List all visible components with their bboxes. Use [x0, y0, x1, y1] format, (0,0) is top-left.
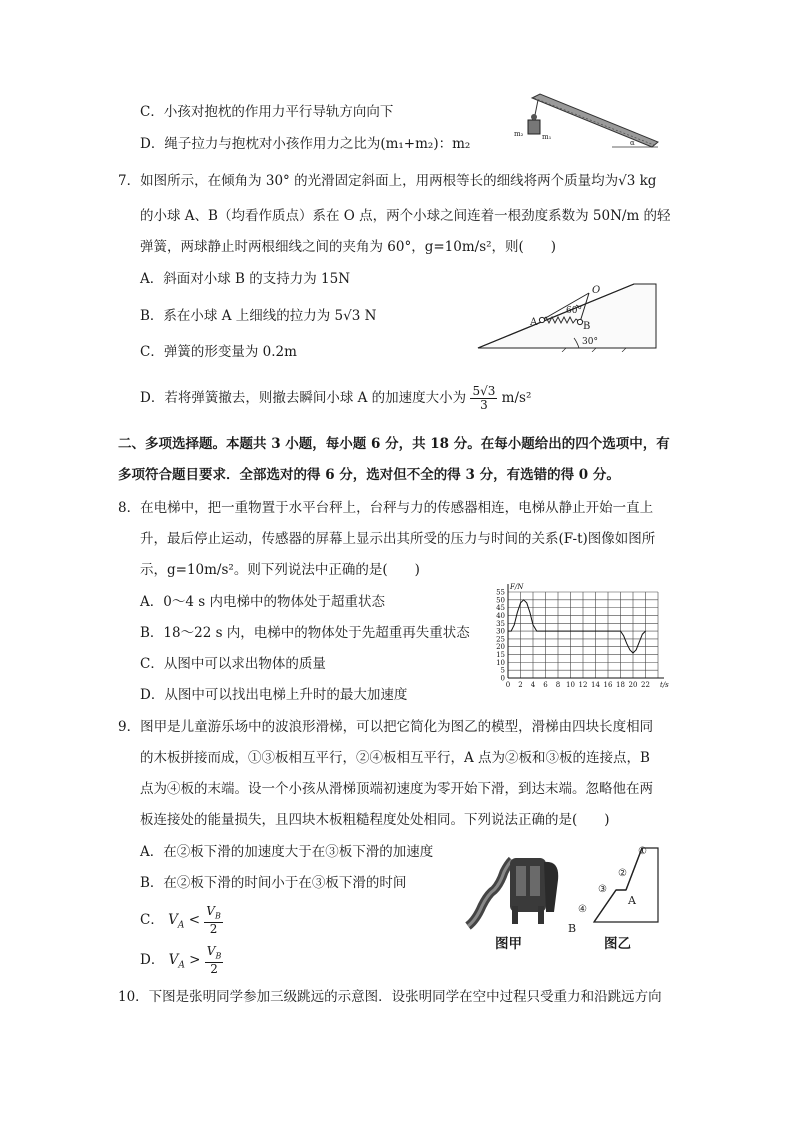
q9-stem-line4: 板连接处的能量损失，且四块木板粗糙程度处处相同。下列说法正确的是( ) — [140, 812, 610, 828]
chart-x-tick-label: 6 — [543, 681, 548, 689]
q7-option-d — [140, 380, 531, 416]
q9-option-d-label: D． — [140, 952, 165, 968]
q6-fig-m1: m₁ — [542, 133, 552, 141]
q6-figure-rail — [512, 92, 660, 154]
chart-y-tick-label: 20 — [496, 643, 505, 652]
q7-stem-line1-text: 7．如图所示，在倾角为 30° 的光滑固定斜面上，用两根等长的细线将两个质量均为 — [118, 173, 619, 189]
q9-option-d-fraction — [205, 945, 224, 976]
chart-y-tick-label: 35 — [496, 619, 505, 628]
q9-stem-line3: 点为④板的末端。设一个小孩从滑梯顶端初速度为零开始下滑，到达末端。忽略他在两 — [140, 781, 653, 797]
q9-option-c-lhs-sub: A — [177, 920, 185, 931]
chart-x-tick-label: 4 — [530, 681, 536, 689]
q9-fig-point-a: A — [628, 894, 636, 907]
chart-y-axis-label: F/N — [510, 583, 524, 591]
chart-x-axis-label: t/s — [660, 681, 669, 689]
q9-figure-yi-model — [564, 840, 668, 936]
q8-option-d: D．从图中可以找出电梯上升时的最大加速度 — [140, 687, 408, 703]
chart-x-tick-label: 14 — [591, 681, 600, 689]
q7-option-d-fraction — [470, 385, 497, 412]
q9-stem-line2: 的木板拼接而成，①③板相互平行，②④板相互平行，A 点为②板和③板的连接点，B — [140, 750, 650, 766]
q9-option-d-num-sub: B — [215, 951, 222, 961]
chart-x-tick-label: 10 — [566, 681, 575, 689]
q8-stem-line3: 示，g=10m/s²。则下列说法中正确的是( ) — [140, 562, 420, 578]
q7-option-c: C．弹簧的形变量为 0.2m — [140, 344, 297, 360]
q9-option-c-num: V — [206, 903, 215, 918]
chart-y-tick-label: 10 — [496, 658, 505, 667]
chart-x-tick-label: 16 — [603, 681, 613, 689]
chart-y-tick-label: 0 — [500, 674, 505, 683]
chart-y-tick-label: 50 — [496, 596, 505, 605]
q9-option-c-op: < — [188, 912, 200, 928]
q7-option-d-text: D．若将弹簧撤去，则撤去瞬间小球 A 的加速度大小为 — [140, 390, 467, 406]
q8-option-b: B．18～22 s 内，电梯中的物体处于先超重再失重状态 — [140, 625, 470, 641]
q8-option-a: A．0～4 s 内电梯中的物体处于超重状态 — [140, 594, 385, 610]
q6-option-c: C．小孩对抱枕的作用力平行导轨方向向下 — [140, 104, 394, 120]
q9-option-a: A．在②板下滑的加速度大于在③板下滑的加速度 — [140, 844, 434, 860]
q7-option-b: B．系在小球 A 上细线的拉力为 5√3 N — [140, 308, 377, 324]
q7-fig-label-b: B — [583, 321, 591, 332]
chart-y-tick-label: 25 — [496, 635, 505, 644]
chart-x-tick-label: 20 — [628, 681, 638, 689]
chart-x-tick-label: 22 — [641, 681, 650, 689]
q9-option-d-lhs: V — [168, 952, 179, 968]
q7-fig-label-o: O — [592, 285, 601, 296]
q7-option-d-unit: m/s² — [501, 390, 532, 406]
q7-stem-line1 — [118, 172, 656, 190]
q7-option-d-numerator: 5√3 — [472, 384, 496, 398]
q9-option-c-lhs: V — [168, 912, 178, 928]
q7-option-d-denominator: 3 — [480, 398, 488, 412]
q6-fig-alpha: α — [630, 139, 635, 147]
q9-figure-jia-slide — [464, 850, 570, 930]
q6-option-d: D．绳子拉力与抱枕对小孩作用力之比为(m₁+m₂)：m₂ — [140, 136, 471, 152]
chart-x-tick-label: 8 — [555, 681, 561, 689]
chart-x-tick-label: 0 — [505, 681, 511, 689]
q9-option-d-den: 2 — [210, 962, 218, 977]
chart-y-tick-label: 5 — [500, 666, 505, 675]
q7-figure-incline — [476, 278, 660, 352]
q9-fig-point-b: B — [568, 922, 577, 935]
q9-option-c-den: 2 — [209, 922, 218, 937]
chart-y-tick-label: 40 — [496, 611, 505, 620]
section2-heading-line2: 多项符合题目要求．全部选对的得 6 分，选对但不全的得 3 分，有选错的得 0 分。 — [118, 467, 620, 483]
chart-y-tick-label: 55 — [496, 588, 505, 597]
q9-option-d-lhs-sub: A — [178, 960, 185, 971]
chart-x-tick-label: 18 — [616, 681, 625, 689]
q7-fig-angle-30: 30° — [582, 337, 598, 347]
q7-mass-value: √3 kg — [618, 173, 657, 189]
q9-option-d-num: V — [206, 943, 216, 958]
chart-y-tick-label: 30 — [496, 627, 505, 636]
q7-option-a: A．斜面对小球 B 的支持力为 15N — [140, 271, 351, 287]
section2-heading-line1: 二、多项选择题。本题共 3 小题，每小题 6 分，共 18 分。在每小题给出的四个选项中，有 — [118, 436, 670, 452]
q9-caption-yi: 图乙 — [604, 936, 631, 952]
q9-option-d — [140, 944, 223, 982]
q9-option-c — [140, 904, 223, 942]
q8-stem-line1: 8．在电梯中，把一重物置于水平台秤上，台秤与力的传感器相连，电梯从静止开始一直上 — [118, 500, 654, 516]
q7-fig-label-a: A — [530, 317, 538, 328]
chart-y-tick-label: 45 — [496, 604, 505, 613]
q9-caption-jia: 图甲 — [495, 936, 522, 952]
chart-x-tick-label: 12 — [578, 681, 588, 689]
q9-option-c-fraction — [204, 905, 223, 936]
chart-y-tick-label: 15 — [496, 651, 505, 660]
q8-option-c: C．从图中可以求出物体的质量 — [140, 656, 326, 672]
q7-fig-angle-60: 60° — [566, 306, 582, 316]
q9-fig-board-3: ③ — [598, 884, 607, 895]
q9-stem-line1: 9．图甲是儿童游乐场中的波浪形滑梯，可以把它简化为图乙的模型，滑梯由四块长度相同 — [118, 719, 654, 735]
q9-option-b: B．在②板下滑的时间小于在③板下滑的时间 — [140, 875, 407, 891]
q7-stem-line2: 的小球 A、B（均看作质点）系在 O 点，两个小球之间连着一根劲度系数为 50N/m 的轻 — [140, 208, 671, 224]
q9-option-d-op: > — [189, 952, 201, 968]
q9-fig-board-1: ① — [638, 846, 647, 857]
q9-fig-board-2: ② — [618, 868, 627, 879]
q7-stem-line3: 弹簧，两球静止时两根细线之间的夹角为 60°，g=10m/s²，则( ) — [140, 239, 557, 255]
q8-ft-chart — [486, 578, 676, 690]
q9-option-c-label: C． — [140, 912, 164, 928]
q9-option-c-num-sub: B — [214, 911, 221, 921]
q9-fig-board-4: ④ — [578, 904, 587, 915]
q6-fig-m2: m₂ — [514, 130, 524, 138]
q8-stem-line2: 升，最后停止运动，传感器的屏幕上显示出其所受的压力与时间的关系(F-t)图像如图所 — [140, 531, 656, 547]
q10-stem-line1: 10．下图是张明同学参加三级跳远的示意图．设张明同学在空中过程只受重力和沿跳远方向 — [118, 989, 662, 1005]
chart-x-tick-label: 2 — [518, 681, 523, 689]
